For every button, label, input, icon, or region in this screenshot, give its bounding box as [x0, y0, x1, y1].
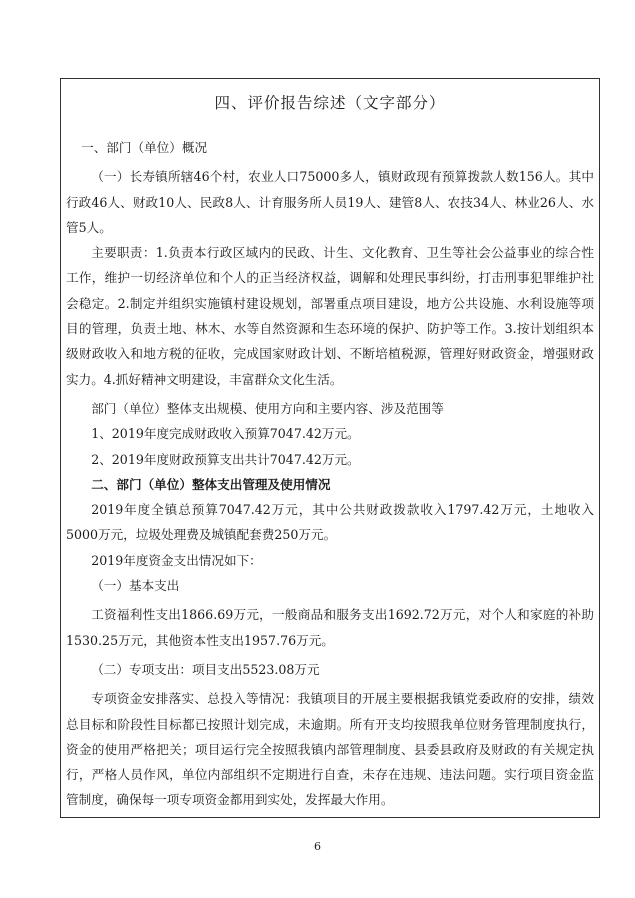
paragraph-special-funds: 专项资金安排落实、总投入等情况：我镇项目的开展主要根据我镇党委政府的安排，绩效总目标和阶段性目标都已按照计划完成，未逾期。所有开支均按照我单位财务管理制度执行，资金的使用严格把关；项目运行完全按照我镇内部管理制度、县委县政府及财政的有关规定执行，严格人员作风，单位内部组织不定期进行自查，未存在违规、违法问题。实行项目资金监管制度，确保每一项专项资金都用到实处，发挥最大作用。: [66, 691, 594, 808]
page-number: 6: [314, 840, 321, 853]
report-body: [66, 135, 594, 813]
heading-basic-expenditure: （一）基本支出: [91, 578, 180, 594]
paragraph-total-budget: 2019年度全镇总预算7047.42万元，其中公共财政拨款收入1797.42万元，土地收入5000万元，垃圾处理费及城镇配套费250万元。: [66, 502, 594, 543]
paragraph-revenue-budget: 1、2019年度完成财政收入预算7047.42万元。: [91, 426, 360, 442]
report-frame: [60, 78, 600, 818]
paragraph-expenditure-intro: 2019年度资金支出情况如下：: [91, 552, 262, 568]
paragraph-expenditure-budget: 2、2019年度财政预算支出共计7047.42万元。: [91, 451, 360, 467]
paragraph-basic-expenditure: 工资福利性支出1866.69万元，一般商品和服务支出1692.72万元，对个人和家庭的补助1530.25万元，其他资本性支出1957.76万元。: [66, 607, 594, 648]
section-title: 四、评价报告综述（文字部分）: [214, 94, 446, 112]
paragraph-expenditure-scope: 部门（单位）整体支出规模、使用方向和主要内容、涉及范围等: [91, 400, 444, 416]
heading-special-expenditure: （二）专项支出：项目支出5523.08万元: [91, 661, 320, 677]
paragraph-main-duties: 主要职责：1.负责本行政区域内的民政、计生、文化教育、卫生等社会公益事业的综合性工作，维护一切经济单位和个人的正当经济权益，调解和处理民事纠纷，打击刑事犯罪维护社会稳定。2.制定并组织实施镇村建设规划，部署重点项目建设，地方公共设施、水利设施等项目的管理，负责土地、林木、水等自然资源和生态环境的保护、防护等工作。3.按计划组织本级财政收入和地方税的征收，完成国家财政计划、不断培植税源，管理好财政资金，增强财政实力。4.抓好精神文明建设，丰富群众文化生活。: [66, 245, 594, 387]
paragraph-staffing: （一）长寿镇所辖46个村，农业人口75000多人，镇财政现有预算拨款人数156人。其中行政46人、财政10人、民政8人、计育服务所人员19人、建管8人、农技34人、林业26人、水管5人。: [66, 169, 594, 235]
heading-department-overview: 一、部门（单位）概况: [81, 140, 208, 155]
heading-expenditure-management: 二、部门（单位）整体支出管理及使用情况: [91, 476, 331, 492]
